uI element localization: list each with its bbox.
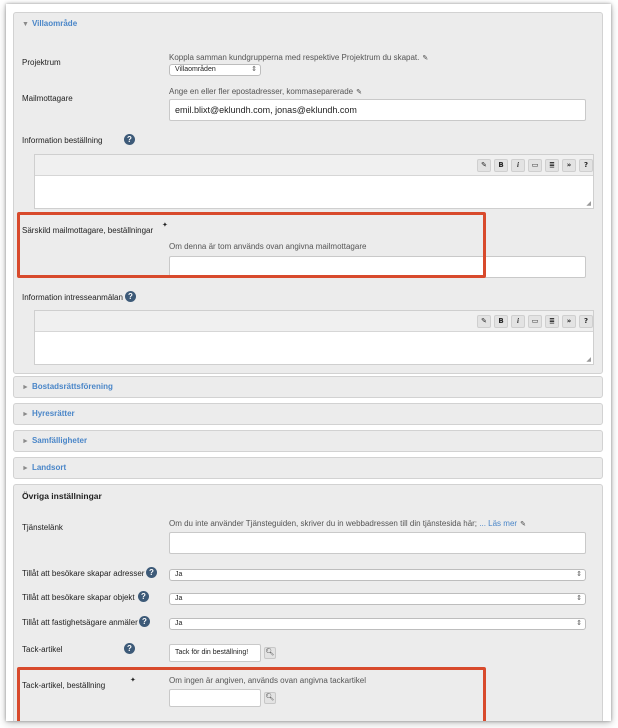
tack-order-label: Tack-artikel, beställning: [22, 681, 106, 690]
image-icon[interactable]: ▭: [528, 315, 542, 328]
bold-button[interactable]: B: [494, 315, 508, 328]
expand-triangle-icon: ►: [22, 465, 29, 472]
other-settings-title: Övriga inställningar: [22, 491, 102, 501]
settings-window: [6, 4, 611, 721]
tjanstelank-input[interactable]: [169, 532, 586, 554]
mail-label: Mailmottagare: [22, 94, 73, 103]
pencil-icon[interactable]: ✎: [520, 521, 526, 528]
bold-button[interactable]: B: [494, 159, 508, 172]
info-order-textarea[interactable]: [35, 176, 593, 208]
villa-section-title: Villaområde: [31, 19, 78, 28]
read-more-link[interactable]: ... Läs mer: [479, 519, 518, 528]
list-icon[interactable]: ≣: [545, 315, 559, 328]
search-icon[interactable]: 🔍︎: [264, 647, 276, 659]
special-mail-input[interactable]: [169, 256, 586, 278]
help-button[interactable]: ?: [579, 159, 593, 172]
info-order-editor: [34, 154, 594, 209]
tack-label: Tack-artikel: [22, 645, 63, 654]
expand-triangle-icon: ►: [22, 438, 29, 445]
editor-toolbar: [35, 155, 593, 176]
special-mail-help: Om denna är tom används ovan angivna mailmottagare: [169, 242, 367, 251]
allow-addresses-label: Tillåt att besökare skapar adresser: [22, 569, 145, 578]
help-icon[interactable]: ?: [138, 591, 149, 602]
collapse-triangle-icon: ▼: [22, 21, 29, 28]
quote-icon[interactable]: »: [562, 315, 576, 328]
italic-button[interactable]: i: [511, 315, 525, 328]
help-icon[interactable]: ?: [124, 643, 135, 654]
allow-objects-label: Tillåt att besökare skapar objekt: [22, 593, 135, 602]
select-arrow-icon: ⇕: [576, 595, 582, 602]
section-bostadsratt[interactable]: ► Bostadsrättsförening: [13, 376, 603, 398]
expand-triangle-icon: ►: [22, 411, 29, 418]
tack-order-help: Om ingen är angiven, används ovan angivna tackartikel: [169, 676, 367, 685]
help-button[interactable]: ?: [579, 315, 593, 328]
image-icon[interactable]: ▭: [528, 159, 542, 172]
allow-addresses-select[interactable]: Ja ⇕: [169, 569, 586, 581]
help-icon[interactable]: ?: [139, 616, 150, 627]
quote-icon[interactable]: »: [562, 159, 576, 172]
special-mail-label: Särskild mailmottagare, beställningar: [22, 226, 154, 235]
allow-owners-label: Tillåt att fastighetsägare anmäler: [22, 618, 138, 627]
mail-input[interactable]: emil.blixt@eklundh.com, jonas@eklundh.com: [169, 99, 586, 121]
resize-grip-icon[interactable]: ◢: [586, 201, 591, 207]
pencil-icon[interactable]: ✎: [356, 89, 362, 96]
villa-section: [13, 12, 603, 374]
italic-button[interactable]: i: [511, 159, 525, 172]
select-arrow-icon: ⇕: [251, 66, 257, 73]
info-interest-editor: [34, 310, 594, 365]
select-arrow-icon: ⇕: [576, 571, 582, 578]
editor-toolbar: [35, 311, 593, 332]
mail-help: Ange en eller fler epostadresser, kommaseparerade ✎: [169, 87, 362, 96]
villa-section-header[interactable]: [14, 13, 602, 35]
resize-grip-icon[interactable]: ◢: [586, 357, 591, 363]
new-marker-icon: ✦: [162, 222, 168, 229]
section-hyresratter[interactable]: ► Hyresrätter: [13, 403, 603, 425]
projektrum-select[interactable]: Villaområden ⇕: [169, 64, 261, 76]
allow-owners-select[interactable]: Ja ⇕: [169, 618, 586, 630]
tjanstelank-label: Tjänstelänk: [22, 523, 63, 532]
info-interest-textarea[interactable]: [35, 332, 593, 364]
allow-objects-select[interactable]: Ja ⇕: [169, 593, 586, 605]
link-icon[interactable]: ✎: [477, 315, 491, 328]
select-arrow-icon: ⇕: [576, 620, 582, 627]
help-icon[interactable]: ?: [146, 567, 157, 578]
tack-order-input[interactable]: [169, 689, 261, 707]
list-icon[interactable]: ≣: [545, 159, 559, 172]
tjanstelank-help: Om du inte använder Tjänsteguiden, skriver du in webbadressen till din tjänstesida här; ... Läs mer ✎: [169, 519, 526, 528]
other-settings-section: [13, 484, 603, 721]
help-icon[interactable]: ?: [124, 134, 135, 145]
info-interest-label: Information intresseanmälan: [22, 293, 123, 302]
section-landsort[interactable]: ► Landsort: [13, 457, 603, 479]
expand-triangle-icon: ►: [22, 384, 29, 391]
link-icon[interactable]: ✎: [477, 159, 491, 172]
search-icon[interactable]: 🔍︎: [264, 692, 276, 704]
projektrum-help: Koppla samman kundgrupperna med respektive Projektrum du skapat. ✎: [169, 53, 429, 62]
info-order-label: Information beställning: [22, 136, 103, 145]
projektrum-label: Projektrum: [22, 58, 61, 67]
new-marker-icon: ✦: [130, 677, 136, 684]
pencil-icon[interactable]: ✎: [422, 55, 429, 62]
section-samfalligheter[interactable]: ► Samfälligheter: [13, 430, 603, 452]
tack-input[interactable]: Tack för din beställning!: [169, 644, 261, 662]
help-icon[interactable]: ?: [125, 291, 136, 302]
